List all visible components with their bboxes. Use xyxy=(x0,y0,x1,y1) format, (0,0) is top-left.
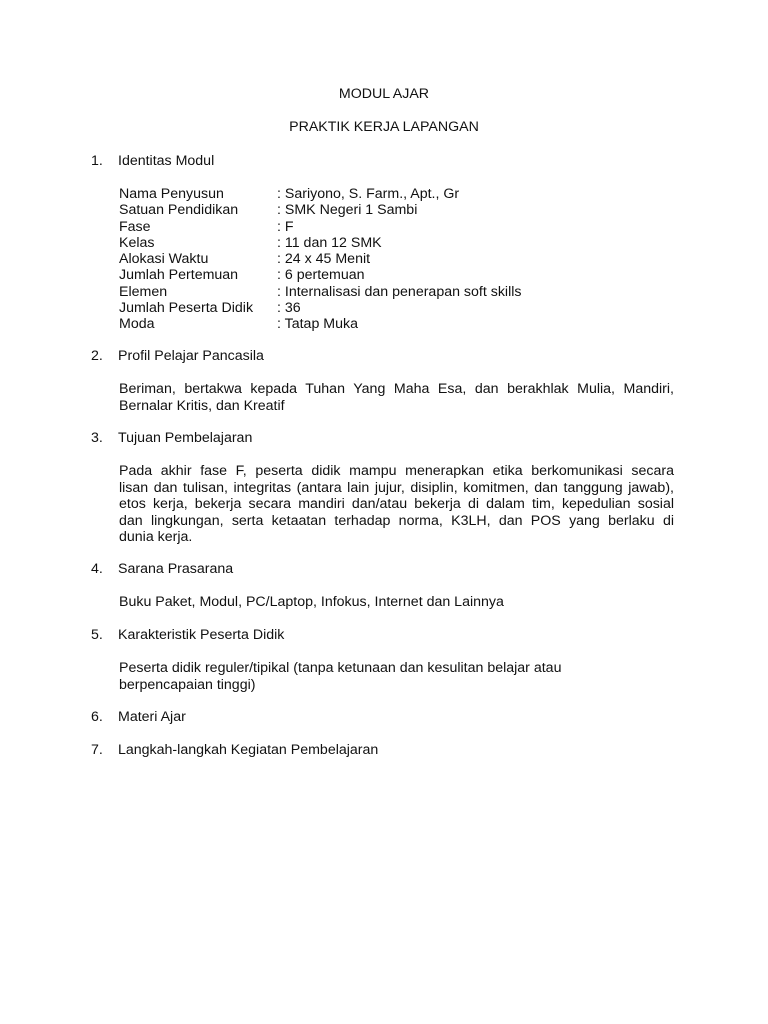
paragraph-line: etos kerja, bekerja secara mandiri dan/atau bekerja di dalam tim, kepedulian sosial xyxy=(119,496,674,512)
identity-value: : Internalisasi dan penerapan soft skills xyxy=(277,283,522,300)
document-subtitle: PRAKTIK KERJA LAPANGAN xyxy=(289,119,479,135)
identity-row xyxy=(119,251,521,267)
section-number: 2. xyxy=(91,348,103,364)
section-heading-sarana-prasarana xyxy=(91,561,691,578)
paragraph-line: dunia kerja. xyxy=(119,529,193,545)
identity-key: Jumlah Peserta Didik xyxy=(119,300,254,317)
identity-key: Jumlah Pertemuan xyxy=(119,267,239,284)
section-title: Identitas Modul xyxy=(118,153,215,169)
identity-key: Alokasi Waktu xyxy=(119,251,209,268)
paragraph-line: Pada akhir fase F, peserta didik mampu menerapkan etika berkomunikasi secara xyxy=(119,463,674,479)
section-heading-langkah-kegiatan xyxy=(91,742,691,759)
section-title: Profil Pelajar Pancasila xyxy=(118,348,264,364)
tujuan-paragraph xyxy=(119,463,674,546)
paragraph-line: lisan dan tulisan, integritas (antara lain jujur, disiplin, komitmen, dan tanggung jawab), xyxy=(119,479,674,496)
section-title: Karakteristik Peserta Didik xyxy=(118,627,285,643)
paragraph-line: Bernalar Kritis, dan Kreatif xyxy=(119,397,285,414)
identity-key: Satuan Pendidikan xyxy=(119,202,239,219)
identity-value: : F xyxy=(277,218,294,235)
identity-row xyxy=(119,202,521,218)
identity-value: : 6 pertemuan xyxy=(277,267,365,284)
section-heading-profil-pelajar xyxy=(91,348,691,365)
identity-table-container xyxy=(119,186,674,333)
identity-row xyxy=(119,186,521,202)
identity-key: Elemen xyxy=(119,283,168,300)
identity-row xyxy=(119,267,521,283)
paragraph-line: dan lingkungan, serta ketaatan terhadap norma, K3LH, dan POS yang berlaku di xyxy=(119,512,674,529)
identity-key: Moda xyxy=(119,316,155,333)
section-title: Langkah-langkah Kegiatan Pembelajaran xyxy=(118,742,379,758)
identity-row xyxy=(119,300,521,316)
identity-value: : Sariyono, S. Farm., Apt., Gr xyxy=(277,186,460,202)
paragraph-line: Peserta didik reguler/tipikal (tanpa ketunaan dan kesulitan belajar atau xyxy=(119,660,562,676)
profil-paragraph xyxy=(119,381,674,414)
section-heading-tujuan-pembelajaran xyxy=(91,430,691,447)
paragraph-line: Beriman, bertakwa kepada Tuhan Yang Maha Esa, dan berakhlak Mulia, Mandiri, xyxy=(119,381,674,397)
identity-table xyxy=(119,186,521,333)
identity-row xyxy=(119,316,521,332)
karakteristik-paragraph xyxy=(119,660,674,693)
sarana-text: Buku Paket, Modul, PC/Laptop, Infokus, Internet dan Lainnya xyxy=(119,594,504,610)
identity-row xyxy=(119,284,521,300)
identity-row xyxy=(119,219,521,235)
section-heading-identitas-modul xyxy=(91,153,691,170)
identity-value: : SMK Negeri 1 Sambi xyxy=(277,202,418,219)
identity-value: : 11 dan 12 SMK xyxy=(277,234,382,251)
identity-value: : 24 x 45 Menit xyxy=(277,251,371,268)
section-number: 1. xyxy=(91,153,103,169)
section-title: Tujuan Pembelajaran xyxy=(118,430,253,446)
section-number: 4. xyxy=(91,561,103,577)
section-heading-karakteristik xyxy=(91,627,691,644)
section-title: Sarana Prasarana xyxy=(118,561,234,577)
section-heading-materi-ajar xyxy=(91,709,691,726)
section-number: 3. xyxy=(91,430,103,446)
identity-key: Nama Penyusun xyxy=(119,186,224,202)
section-number: 6. xyxy=(91,709,103,725)
section-number: 5. xyxy=(91,627,103,643)
section-title: Materi Ajar xyxy=(118,709,186,725)
identity-row xyxy=(119,235,521,251)
identity-value: : Tatap Muka xyxy=(277,316,358,333)
identity-key: Kelas xyxy=(119,234,155,251)
identity-key: Fase xyxy=(119,218,151,235)
section-number: 7. xyxy=(91,742,103,758)
document-title: MODUL AJAR xyxy=(338,86,430,102)
paragraph-line: berpencapaian tinggi) xyxy=(119,676,256,693)
identity-value: : 36 xyxy=(277,300,301,317)
